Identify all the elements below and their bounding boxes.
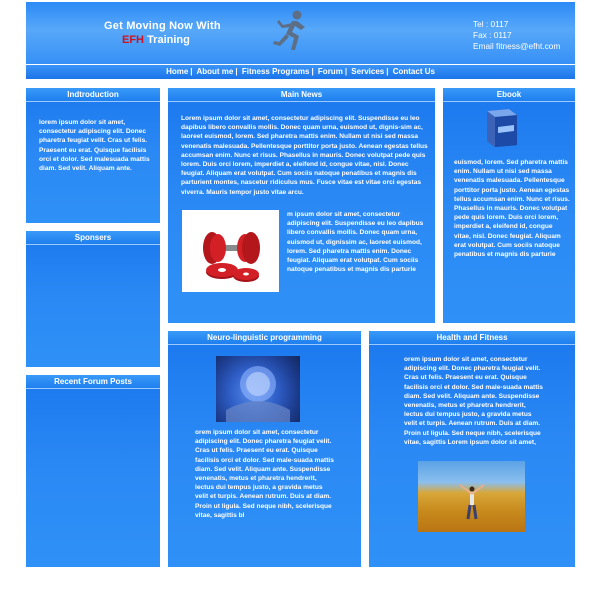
health-fitness-title: Health and Fitness <box>369 331 575 345</box>
nlp-text: orem ipsum dolor sit amet, consectetur adipiscing elit. Donec pharetra feugiat velit. Cras ut felis. Praesent eu erat. Quisque facilisis orci et dolor. Sed male-suada mattis diam. Sed velit. Aliquam ante. Suspendisse venenatis, metus et pharetra hendrerit, lectus dui tempus justo, a gravida metus velit et turpis. Aenean rutrum. Duis at diam. Proin ut ligula. Sed neque nibh, scelerisque vitae, sagittis bl <box>195 429 334 519</box>
nav-separator: | <box>311 67 314 76</box>
nav-separator: | <box>386 67 389 76</box>
contact-email[interactable]: Email fitness@efht.com <box>473 41 561 51</box>
recent-forum-posts-title: Recent Forum Posts <box>26 375 160 389</box>
ebook-title: Ebook <box>443 88 575 102</box>
recent-forum-posts-panel <box>26 375 160 567</box>
brand-training: Training <box>147 34 190 46</box>
nav-forum[interactable]: Forum <box>317 67 343 76</box>
main-news-text-secondary: m ipsum dolor sit amet, consectetur adipiscing elit. Suspendisse eu leo dapibus libero convallis mollis. Donec quam urna, euismod ut, dignissim ac, laoreet euismod, lorem. Sed pharetra mattis enim. Donec feugiat. Aliquam erat volutpat. Cum sociis natoque penatibus et magnis dis parturie <box>287 211 424 274</box>
introduction-panel <box>26 88 160 223</box>
main-nav <box>26 65 575 79</box>
site-header <box>26 2 575 64</box>
runner-icon <box>270 8 310 56</box>
nav-contact[interactable]: Contact Us <box>392 67 435 76</box>
contact-fax: Fax : 0117 <box>473 30 512 40</box>
brand-efh: EFH <box>122 34 144 46</box>
nav-separator: | <box>344 67 348 76</box>
main-news-text: Lorem ipsum dolor sit amet, consectetur adipiscing elit. Suspendisse eu leo dapibus libero convallis mollis. Donec quam urna, euismod ut, dignis-sim ac, laoreet euismod, lorem. Sed pharetra mattis enim. Nullam ut nisi sed massa venenatis malesuada. Pellentesque porttitor porta justo. Aenean egestas tellus accumsan enim. Nunc et risus. Phasellus in mauris. Donec volutpat pede quis lorem. Duis orci lorem, imperdiet a, eleifend id, congue vitae, nisl. Donec feugiat. Aliquam erat volutpat. Cum sociis natoque penatibus et magnis dis parturient montes, nascetur ridiculus mus. Fusce vitae est vitae orci egestas viverra. Mauris tempor justo vitae arcu. <box>181 115 428 196</box>
nav-separator: | <box>190 67 193 76</box>
introduction-title: Indtroduction <box>26 88 160 102</box>
globe-hands-image <box>216 356 300 422</box>
contact-tel: Tel : 0117 <box>473 19 509 29</box>
main-news-title: Main News <box>168 88 435 102</box>
nav-services[interactable]: Services <box>351 67 385 76</box>
health-fitness-text: orem ipsum dolor sit amet, consectetur adipiscing elit. Donec pharetra feugiat velit. Cras ut felis. Praesent eu erat. Quisque facilisis orci et dolor. Sed male-suada mattis diam. Sed velit. Aliquam ante. Suspendisse venenatis, metus et pharetra hendrerit, lectus dui tempus justo, a gravida metus velit et turpis. Aenean rutrum. Duis at diam. Proin ut ligula. Sed neque nibh, scelerisque vitae, sagittis Lorem ipsum dolor sit amet, <box>404 356 543 446</box>
nav-about[interactable]: About me <box>196 67 234 76</box>
brand-name[interactable] <box>122 34 190 46</box>
sponsers-title: Sponsers <box>26 231 160 245</box>
dumbbell-image <box>182 210 279 292</box>
contact-info <box>473 19 560 52</box>
nav-home[interactable]: Home <box>166 67 189 76</box>
nav-fitness-programs[interactable]: Fitness Programs <box>241 67 310 76</box>
nlp-title: Neuro-linguistic programming <box>168 331 361 345</box>
sponsers-panel <box>26 231 160 367</box>
ebook-text: euismod, lorem. Sed pharetra mattis enim. Nullam ut nisi sed massa venenatis malesuada. Pellentesque porttitor porta justo. Aenean egestas tellus accumsan enim. Nunc et risus. Phasellus in mauris. Donec volutpat pede quis lorem. Duis orci lorem, imperdiet a, eleifend id, congue vitae, nisl. Donec feugiat. Aliquam erat volutpat. Cum sociis natoque penatibus et magnis dis parturie <box>454 159 570 259</box>
nav-separator: | <box>235 67 238 76</box>
introduction-text: lorem ipsum dolor sit amet, consectetur adipiscing elit. Donec pharetra feugiat velit. Cras ut felis. Praesent eu erat. Quisque facilisis orci et dolor. Sed malesuada mattis diam. Sed velit. Aliquam ante. <box>39 119 150 173</box>
header-tagline: Get Moving Now With <box>104 20 221 32</box>
ebook-box-image[interactable] <box>481 107 523 149</box>
wheat-field-image <box>418 461 525 532</box>
